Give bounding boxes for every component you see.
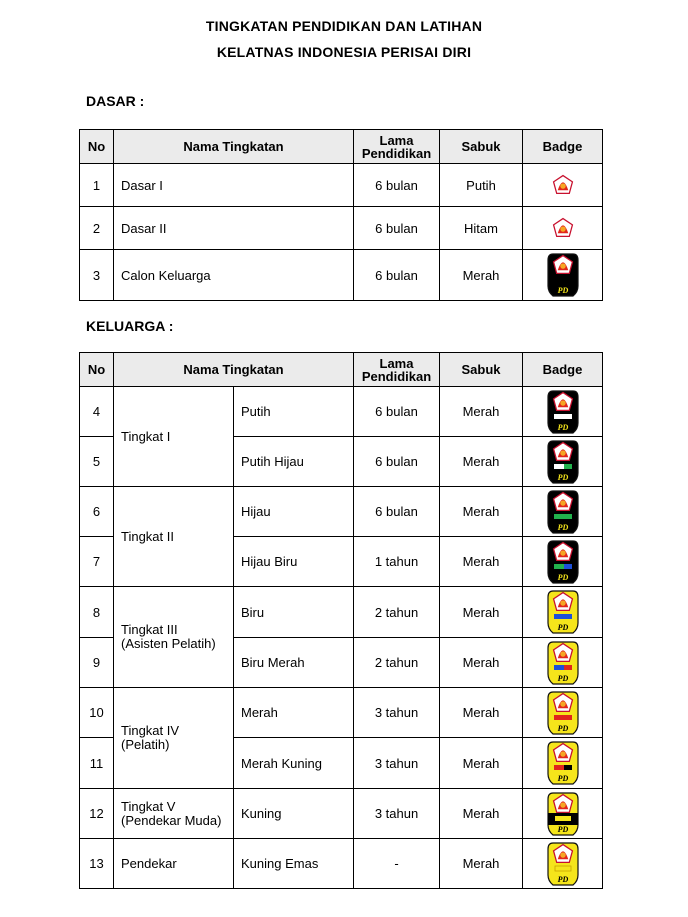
cell-sabuk: Merah — [440, 487, 523, 537]
header-no: No — [80, 130, 114, 164]
cell-lama: 6 bulan — [354, 250, 440, 301]
table-row — [80, 789, 603, 839]
cell-sabuk: Merah — [440, 738, 523, 789]
tingkat-label: Tingkat IV — [121, 723, 180, 738]
tingkat-label: Tingkat V — [121, 798, 176, 814]
cell-sabuk: Merah — [440, 789, 523, 839]
cell-tingkat-group — [114, 789, 234, 839]
badge-black-green-stripe-icon — [523, 489, 602, 535]
badge-emblem-small-icon — [523, 172, 602, 198]
cell-lama: 3 tahun — [354, 789, 440, 839]
svg-text:PD: PD — [557, 673, 568, 683]
cell-no: 6 — [80, 487, 114, 537]
cell-sabuk: Merah — [440, 387, 523, 437]
header-sabuk: Sabuk — [440, 130, 523, 164]
header-lama-line-1: Lama — [379, 132, 414, 148]
cell-lama: 3 tahun — [354, 738, 440, 789]
cell-tingkat-group — [114, 587, 234, 688]
cell-sabuk: Merah — [440, 437, 523, 487]
table-row — [80, 387, 603, 437]
cell-sabuk: Merah — [440, 587, 523, 638]
cell-badge — [523, 688, 603, 738]
cell-lama: 2 tahun — [354, 638, 440, 688]
section-heading-dasar: DASAR : — [86, 93, 145, 109]
header-nama-tingkatan: Nama Tingkatan — [114, 130, 354, 164]
table-row — [80, 587, 603, 638]
cell-lama: 1 tahun — [354, 537, 440, 587]
svg-text:PD: PD — [557, 422, 568, 432]
cell-lama: 2 tahun — [354, 587, 440, 638]
cell-tingkat-group: Pendekar — [114, 839, 234, 889]
badge-yellow-red-stripe-icon — [523, 690, 602, 736]
cell-no: 3 — [80, 250, 114, 301]
cell-no: 2 — [80, 207, 114, 250]
header-lama-line-1: Lama — [379, 355, 414, 371]
cell-tingkat-group: Tingkat I — [114, 387, 234, 487]
cell-no: 7 — [80, 537, 114, 587]
badge-gold-icon — [523, 841, 602, 887]
tingkat-role: (Asisten Pelatih) — [121, 636, 216, 651]
cell-badge — [523, 789, 603, 839]
cell-sabuk: Merah — [440, 250, 523, 301]
table-row — [80, 207, 603, 250]
cell-sabuk: Merah — [440, 537, 523, 587]
badge-yellow-blue-red-stripe-icon — [523, 640, 602, 686]
cell-nama: Dasar II — [114, 207, 354, 250]
section-heading-keluarga: KELUARGA : — [86, 318, 174, 334]
cell-lama: 6 bulan — [354, 437, 440, 487]
cell-sabuk: Merah — [440, 839, 523, 889]
cell-no: 9 — [80, 638, 114, 688]
table-dasar — [79, 129, 603, 301]
cell-sub-tingkatan: Putih Hijau — [234, 437, 354, 487]
cell-no: 13 — [80, 839, 114, 889]
cell-sub-tingkatan: Hijau Biru — [234, 537, 354, 587]
cell-badge — [523, 839, 603, 889]
cell-sub-tingkatan: Merah Kuning — [234, 738, 354, 789]
table-header-row — [80, 353, 603, 387]
cell-badge — [523, 250, 603, 301]
cell-badge — [523, 537, 603, 587]
cell-lama: 6 bulan — [354, 164, 440, 207]
cell-lama: 3 tahun — [354, 688, 440, 738]
table-header-row — [80, 130, 603, 164]
cell-badge — [523, 587, 603, 638]
cell-sub-tingkatan: Kuning — [234, 789, 354, 839]
cell-no: 10 — [80, 688, 114, 738]
cell-tingkat-group: Tingkat II — [114, 487, 234, 587]
cell-badge — [523, 487, 603, 537]
badge-yellow-red-black-stripe-icon — [523, 740, 602, 786]
cell-sub-tingkatan: Putih — [234, 387, 354, 437]
cell-badge — [523, 437, 603, 487]
svg-text:PD: PD — [557, 623, 568, 632]
cell-no: 5 — [80, 437, 114, 487]
cell-lama: 6 bulan — [354, 387, 440, 437]
tingkat-role: (Pelatih) — [121, 737, 170, 752]
cell-sub-tingkatan: Merah — [234, 688, 354, 738]
cell-no: 8 — [80, 587, 114, 638]
header-badge: Badge — [523, 353, 603, 387]
table-row — [80, 688, 603, 738]
svg-text:PD: PD — [557, 572, 568, 582]
header-lama-line-2: Pendidikan — [361, 368, 432, 384]
badge-black-icon — [523, 252, 602, 298]
badge-yellow-blue-stripe-icon — [523, 589, 602, 635]
document-title-line-2: KELATNAS INDONESIA PERISAI DIRI — [216, 44, 472, 60]
badge-yellow-black-band-icon — [523, 791, 602, 837]
tingkat-role: (Pendekar Muda) — [121, 812, 222, 828]
cell-sabuk: Merah — [440, 638, 523, 688]
table-row — [80, 487, 603, 537]
svg-text:PD: PD — [557, 874, 568, 884]
cell-tingkat-group — [114, 688, 234, 789]
cell-no: 11 — [80, 738, 114, 789]
header-no: No — [80, 353, 114, 387]
document-title-line-1: TINGKATAN PENDIDIKAN DAN LATIHAN — [205, 18, 483, 34]
table-keluarga — [79, 352, 603, 889]
cell-nama: Calon Keluarga — [114, 250, 354, 301]
badge-black-white-stripe-icon — [523, 389, 602, 435]
header-nama-tingkatan: Nama Tingkatan — [114, 353, 354, 387]
cell-no: 12 — [80, 789, 114, 839]
cell-lama: - — [354, 839, 440, 889]
svg-text:PD: PD — [557, 774, 568, 783]
header-sabuk: Sabuk — [440, 353, 523, 387]
table-row — [80, 250, 603, 301]
cell-no: 4 — [80, 387, 114, 437]
badge-black-green-blue-stripe-icon — [523, 539, 602, 585]
cell-badge — [523, 638, 603, 688]
table-row — [80, 839, 603, 889]
cell-sub-tingkatan: Biru Merah — [234, 638, 354, 688]
cell-lama: 6 bulan — [354, 207, 440, 250]
cell-sub-tingkatan: Hijau — [234, 487, 354, 537]
header-badge: Badge — [523, 130, 603, 164]
cell-no: 1 — [80, 164, 114, 207]
svg-text:PD: PD — [557, 824, 568, 834]
svg-text:PD: PD — [557, 286, 568, 295]
svg-text:PD: PD — [557, 522, 568, 532]
header-lama-line-2: Pendidikan — [361, 145, 432, 161]
cell-lama: 6 bulan — [354, 487, 440, 537]
badge-black-white-green-stripe-icon — [523, 439, 602, 485]
cell-sub-tingkatan: Kuning Emas — [234, 839, 354, 889]
cell-badge — [523, 164, 603, 207]
cell-badge — [523, 207, 603, 250]
cell-sabuk: Putih — [440, 164, 523, 207]
badge-emblem-small-icon — [523, 215, 602, 241]
cell-sabuk: Hitam — [440, 207, 523, 250]
header-lama-pendidikan — [354, 130, 440, 164]
cell-badge — [523, 738, 603, 789]
svg-text:PD: PD — [557, 723, 568, 733]
svg-text:PD: PD — [557, 472, 568, 482]
cell-sub-tingkatan: Biru — [234, 587, 354, 638]
cell-badge — [523, 387, 603, 437]
cell-sabuk: Merah — [440, 688, 523, 738]
table-row — [80, 164, 603, 207]
cell-nama: Dasar I — [114, 164, 354, 207]
header-lama-pendidikan — [354, 353, 440, 387]
tingkat-label: Tingkat III — [121, 622, 178, 637]
